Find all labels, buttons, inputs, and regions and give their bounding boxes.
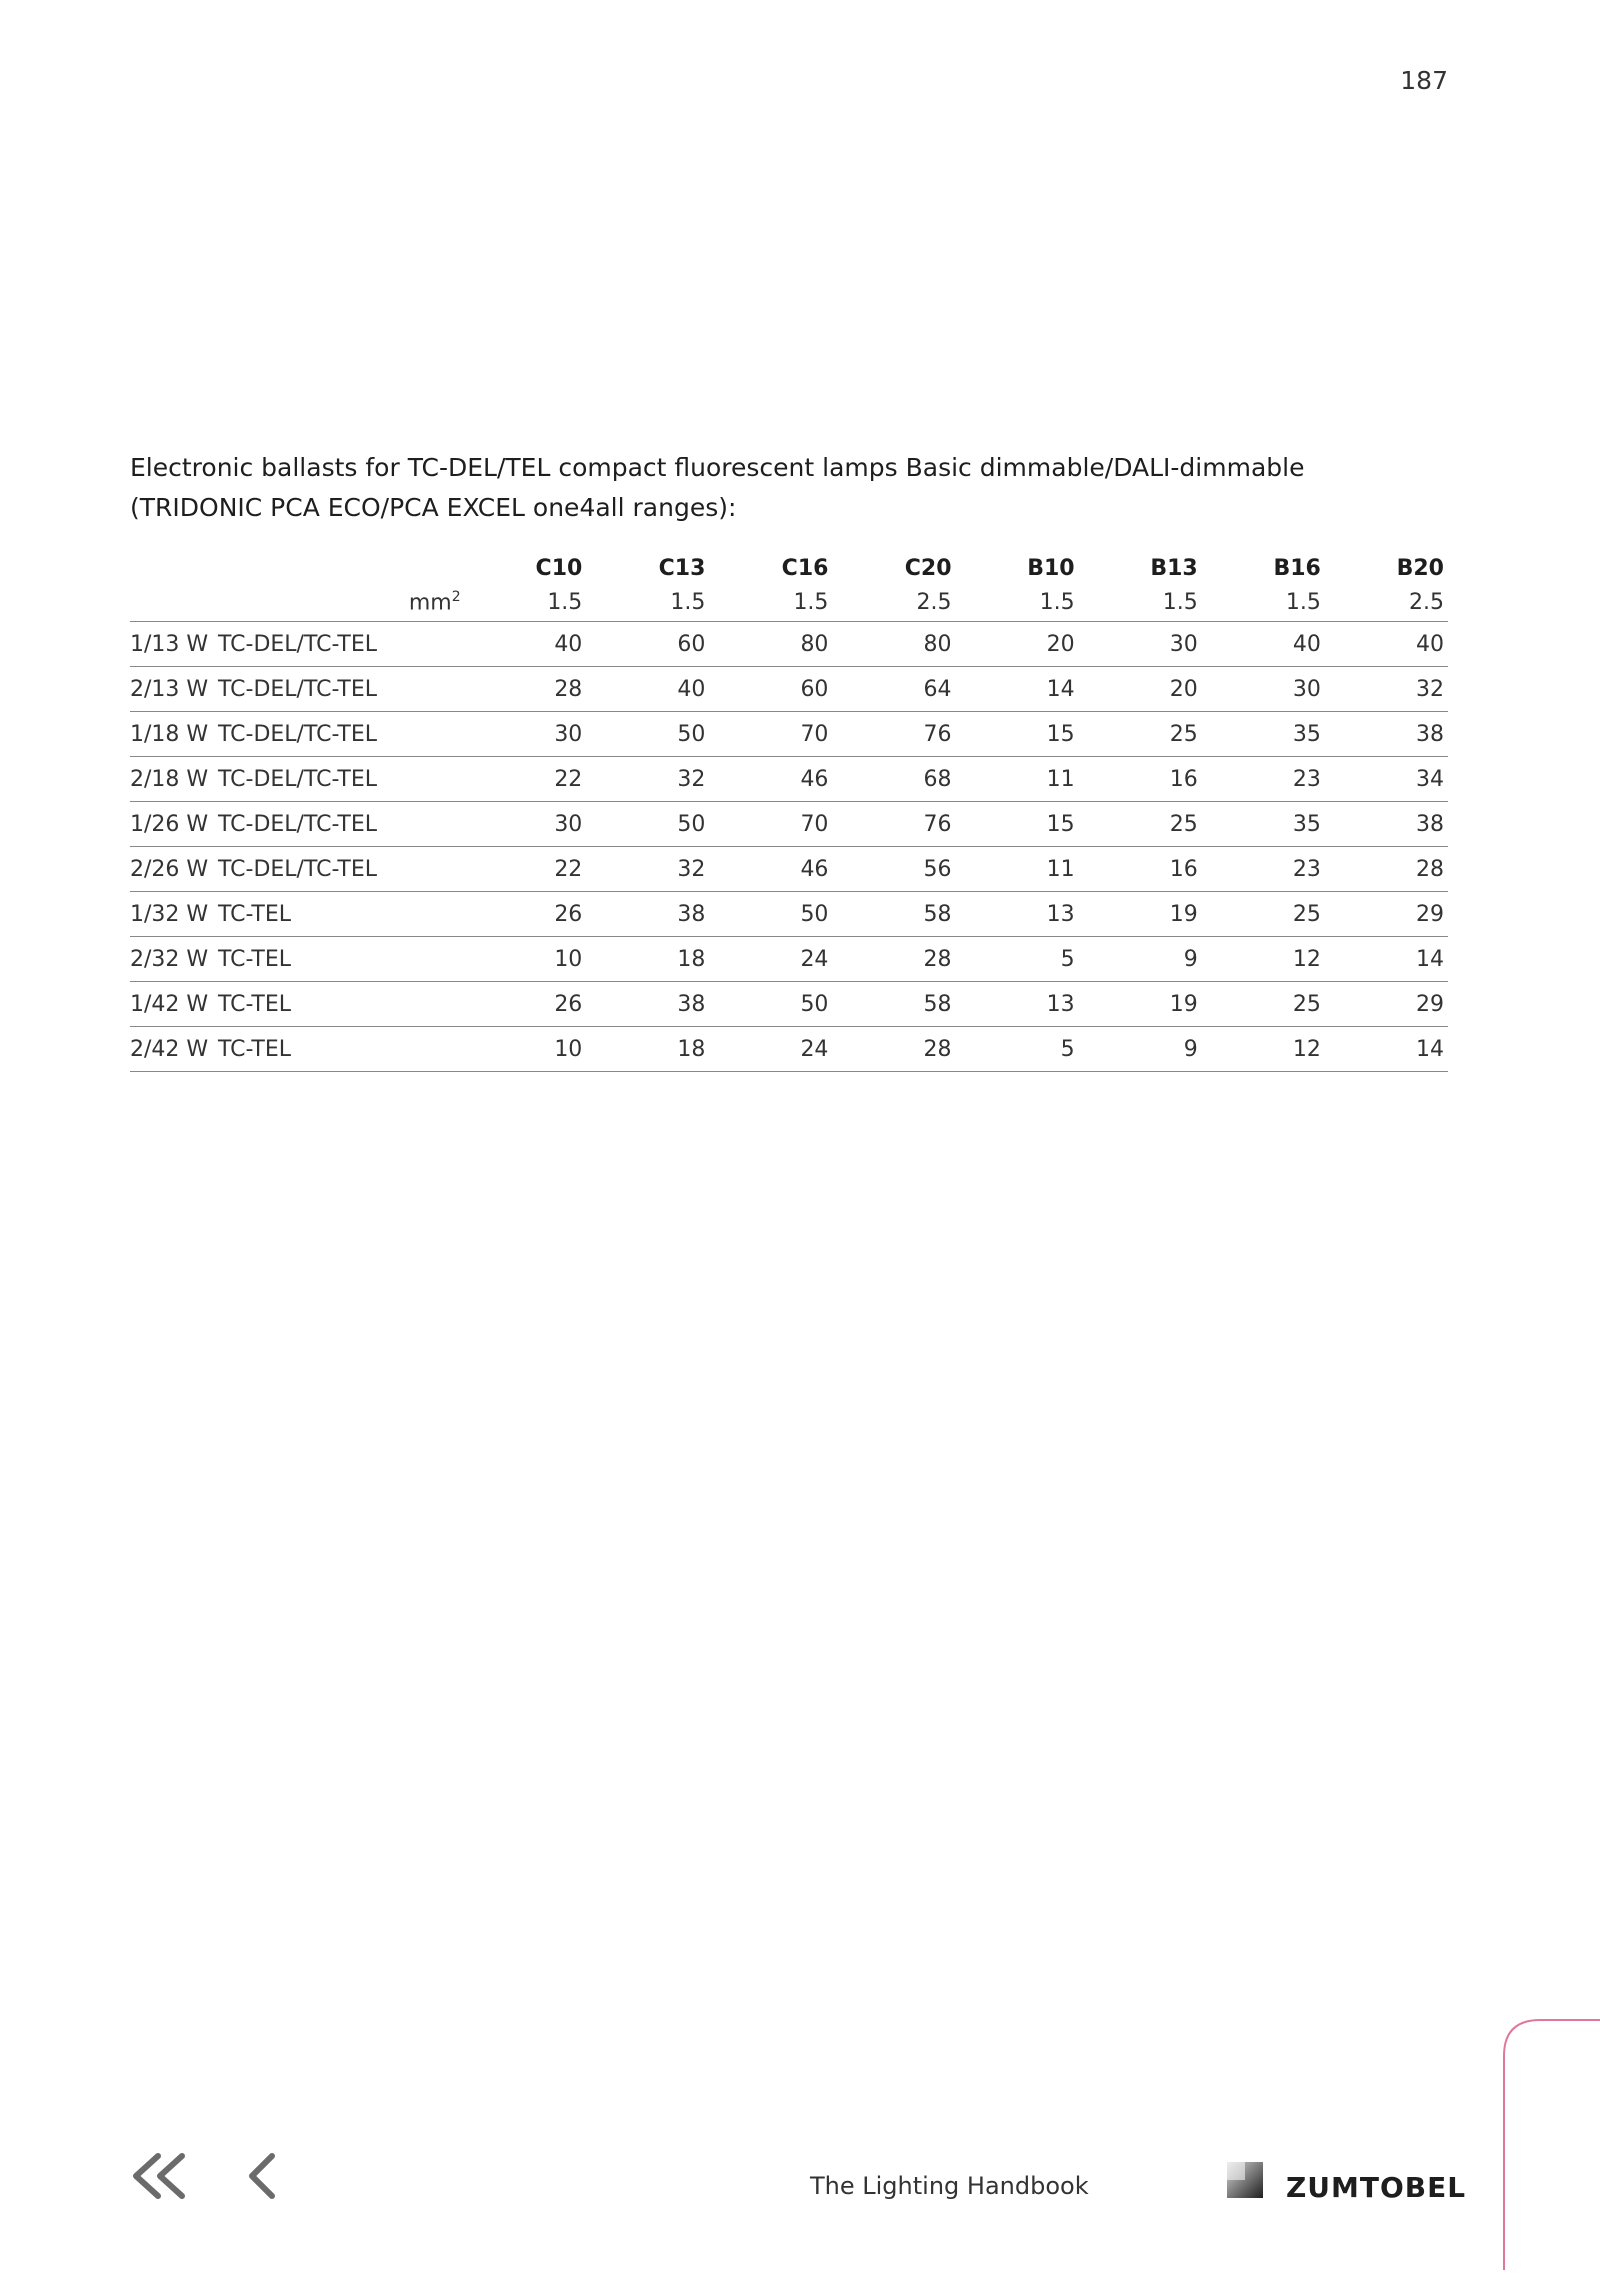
table-cell: 40 (471, 622, 587, 667)
table-cell: 20 (956, 622, 1079, 667)
table-cell: 29 (1325, 982, 1448, 1027)
table-row (130, 937, 1448, 982)
table-cell: 46 (709, 847, 832, 892)
table-cell: 30 (471, 712, 587, 757)
table-cell: 26 (471, 982, 587, 1027)
row-label: 2/32 W TC-TEL (130, 937, 471, 982)
table-cell: 14 (1325, 1027, 1448, 1072)
header-blank (130, 540, 471, 583)
table-cell: 9 (1079, 937, 1202, 982)
table-cell: 50 (586, 712, 709, 757)
table-cell: 32 (1325, 667, 1448, 712)
table-cell: 64 (832, 667, 955, 712)
cross-section-value: 1.5 (547, 589, 583, 615)
cross-section-value: 2.5 (916, 589, 952, 615)
table-cell: 35 (1202, 802, 1325, 847)
table-cell: 28 (832, 1027, 955, 1072)
table-cell: 28 (832, 937, 955, 982)
table-caption (130, 448, 1450, 528)
table-cell: 12 (1202, 1027, 1325, 1072)
table-cell: 76 (832, 802, 955, 847)
row-label: 1/26 W TC-DEL/TC-TEL (130, 802, 471, 847)
table-cell: 15 (956, 802, 1079, 847)
table-cell: 18 (586, 1027, 709, 1072)
table-cell: 38 (1325, 712, 1448, 757)
table-cell: 25 (1202, 982, 1325, 1027)
table-cell: 76 (832, 712, 955, 757)
table-cell: 10 (471, 937, 587, 982)
table-cell: 28 (1325, 847, 1448, 892)
table-row (130, 667, 1448, 712)
table-cell: 50 (709, 982, 832, 1027)
table-cell: 56 (832, 847, 955, 892)
table-cell: 5 (956, 937, 1079, 982)
table-cell: 22 (471, 847, 587, 892)
table-row (130, 712, 1448, 757)
table-cell: 13 (956, 892, 1079, 937)
table-cell: 24 (709, 1027, 832, 1072)
cross-section-value: 2.5 (1409, 589, 1444, 615)
row-label: 2/18 W TC-DEL/TC-TEL (130, 757, 471, 802)
table-cell: 35 (1202, 712, 1325, 757)
column-header: C20 (904, 556, 952, 581)
column-header: C10 (535, 556, 583, 581)
table-cell: 16 (1079, 757, 1202, 802)
table-cell: 29 (1325, 892, 1448, 937)
table-cell: 22 (471, 757, 587, 802)
table-cell: 70 (709, 712, 832, 757)
table-cell: 25 (1202, 892, 1325, 937)
row-label: 1/42 W TC-TEL (130, 982, 471, 1027)
unit-label: $mm^2$ (408, 588, 461, 616)
table-cell: 5 (956, 1027, 1079, 1072)
table-row (130, 757, 1448, 802)
table-cell: 30 (471, 802, 587, 847)
table-cell: 23 (1202, 847, 1325, 892)
table-cell: 26 (471, 892, 587, 937)
table-cell: 38 (586, 982, 709, 1027)
table-cell: 14 (1325, 937, 1448, 982)
table-cell: 32 (586, 847, 709, 892)
column-header: B16 (1273, 556, 1321, 581)
column-header: B13 (1150, 556, 1198, 581)
table-cell: 19 (1079, 982, 1202, 1027)
first-page-button[interactable] (128, 2152, 190, 2204)
cross-section-value: 1.5 (670, 589, 706, 615)
table-cell: 68 (832, 757, 955, 802)
table-cell: 60 (586, 622, 709, 667)
cross-section-row (130, 583, 1448, 622)
zumtobel-logo-icon (1225, 2160, 1265, 2200)
table-cell: 18 (586, 937, 709, 982)
table-cell: 25 (1079, 712, 1202, 757)
row-label: 1/13 W TC-DEL/TC-TEL (130, 622, 471, 667)
row-label: 2/42 W TC-TEL (130, 1027, 471, 1072)
table-cell: 25 (1079, 802, 1202, 847)
table-cell: 11 (956, 847, 1079, 892)
table-row (130, 892, 1448, 937)
cross-section-value: 1.5 (1285, 589, 1321, 615)
table-cell: 50 (586, 802, 709, 847)
caption-line-2: (TRIDONIC PCA ECO/PCA EXCEL one4all ranges): (130, 493, 737, 522)
cross-section-value: 1.5 (793, 589, 829, 615)
table-cell: 30 (1079, 622, 1202, 667)
table-cell: 58 (832, 982, 955, 1027)
table-cell: 46 (709, 757, 832, 802)
chevron-left-icon (246, 2152, 282, 2200)
brand-logo (1225, 2160, 1265, 2204)
table-cell: 38 (586, 892, 709, 937)
double-chevron-left-icon (128, 2152, 190, 2200)
row-label: 2/26 W TC-DEL/TC-TEL (130, 847, 471, 892)
table-cell: 30 (1202, 667, 1325, 712)
previous-page-button[interactable] (246, 2152, 282, 2204)
row-label: 2/13 W TC-DEL/TC-TEL (130, 667, 471, 712)
row-label: 1/18 W TC-DEL/TC-TEL (130, 712, 471, 757)
table-cell: 80 (832, 622, 955, 667)
table-row (130, 622, 1448, 667)
table-cell: 16 (1079, 847, 1202, 892)
page-corner-tab (1500, 2018, 1600, 2274)
table-cell: 50 (709, 892, 832, 937)
table-cell: 12 (1202, 937, 1325, 982)
table-cell: 38 (1325, 802, 1448, 847)
table-cell: 11 (956, 757, 1079, 802)
table-cell: 9 (1079, 1027, 1202, 1072)
table-row (130, 847, 1448, 892)
table-cell: 20 (1079, 667, 1202, 712)
table-cell: 32 (586, 757, 709, 802)
column-header-row (130, 540, 1448, 583)
table-row (130, 982, 1448, 1027)
table-cell: 58 (832, 892, 955, 937)
table-cell: 40 (1325, 622, 1448, 667)
page-number: 187 (1400, 66, 1448, 95)
table-cell: 24 (709, 937, 832, 982)
table-cell: 70 (709, 802, 832, 847)
table-cell: 19 (1079, 892, 1202, 937)
row-label: 1/32 W TC-TEL (130, 892, 471, 937)
table-row (130, 802, 1448, 847)
table-cell: 34 (1325, 757, 1448, 802)
column-header: C16 (781, 556, 829, 581)
column-header: B20 (1396, 556, 1444, 581)
table-cell: 80 (709, 622, 832, 667)
ballast-table (130, 540, 1448, 1072)
table-cell: 13 (956, 982, 1079, 1027)
table-cell: 60 (709, 667, 832, 712)
table-cell: 14 (956, 667, 1079, 712)
brand-wordmark: ZUMTOBEL (1286, 2171, 1467, 2204)
table-cell: 40 (1202, 622, 1325, 667)
table-cell: 10 (471, 1027, 587, 1072)
table-row (130, 1027, 1448, 1072)
table-cell: 15 (956, 712, 1079, 757)
handbook-title: The Lighting Handbook (810, 2172, 1089, 2200)
table-cell: 28 (471, 667, 587, 712)
table-cell: 40 (586, 667, 709, 712)
column-header: B10 (1027, 556, 1075, 581)
caption-line-1: Electronic ballasts for TC-DEL/TEL compact fluorescent lamps Basic dimmable/DALI-dimmable (130, 453, 1305, 482)
cross-section-value: 1.5 (1162, 589, 1198, 615)
column-header: C13 (658, 556, 706, 581)
table-cell: 23 (1202, 757, 1325, 802)
cross-section-value: 1.5 (1039, 589, 1075, 615)
